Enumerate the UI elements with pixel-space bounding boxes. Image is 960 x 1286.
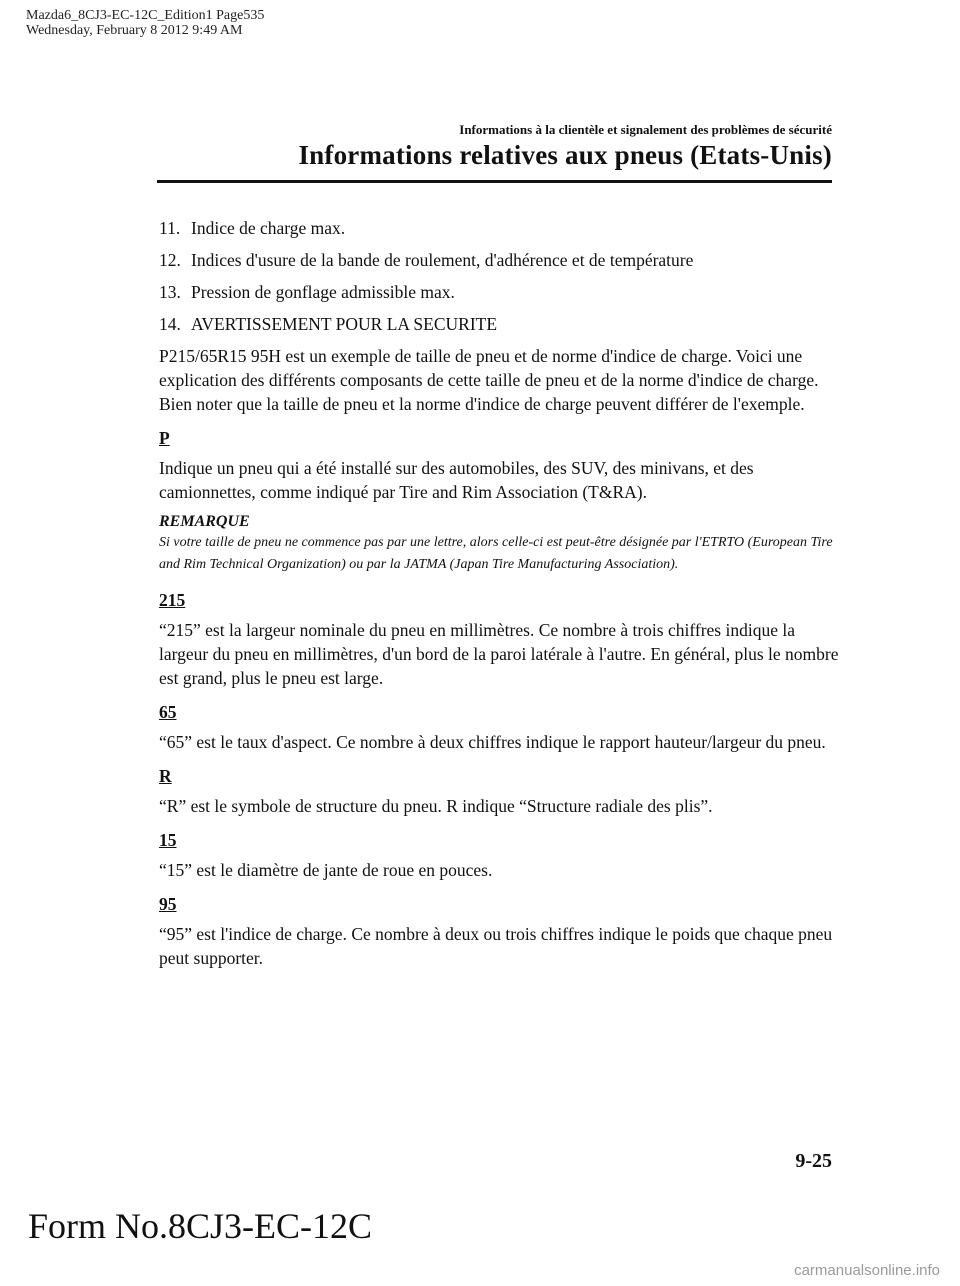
date-line: Wednesday, February 8 2012 9:49 AM: [26, 23, 243, 38]
title-divider: [157, 180, 832, 183]
file-line: Mazda6_8CJ3-EC-12C_Edition1 Page535: [26, 8, 265, 23]
note-body: Si votre taille de pneu ne commence pas par une lettre, alors celle-ci est peut-être désignée par l'ETRTO (European Tire and Rim Technical Organization) ou par la JATMA (Japan Tire Manufacturing Association).: [159, 535, 833, 572]
paragraph-215: “215” est la largeur nominale du pneu en millimètres. Ce nombre à trois chiffres indique la largeur du pneu en millimètres, d'un bord de la paroi latérale à l'autre. En général, plus le nombre est grand, plus le pneu est large.: [159, 620, 839, 688]
page-title: Informations relatives aux pneus (Etats-Unis): [298, 140, 832, 170]
paragraph-95: “95” est l'indice de charge. Ce nombre à deux ou trois chiffres indique le poids que chaque pneu peut supporter.: [159, 924, 833, 968]
paragraph-r: “R” est le symbole de structure du pneu. R indique “Structure radiale des plis”.: [159, 796, 713, 816]
item-number: 14.: [159, 314, 181, 334]
subheading-p: P: [159, 428, 170, 448]
list-item: [159, 280, 839, 304]
form-number: Form No.8CJ3-EC-12C: [28, 1206, 373, 1246]
list-item: [159, 248, 839, 272]
subheading-15: 15: [159, 830, 177, 850]
list-item: [159, 312, 839, 336]
paragraph-15: “15” est le diamètre de jante de roue en pouces.: [159, 860, 493, 880]
section-label: Informations à la clientèle et signalement des problèmes de sécurité: [459, 122, 832, 137]
main-content: [159, 216, 839, 978]
print-metadata: [26, 8, 264, 38]
subheading-65: 65: [159, 702, 177, 722]
item-text: Pression de gonflage admissible max.: [191, 282, 455, 302]
subheading-215: 215: [159, 590, 186, 610]
subheading-r: R: [159, 766, 172, 786]
item-number: 11.: [159, 218, 181, 238]
list-item: [159, 216, 839, 240]
paragraph-65: “65” est le taux d'aspect. Ce nombre à deux chiffres indique le rapport hauteur/largeur du pneu.: [159, 732, 826, 752]
item-text: Indice de charge max.: [191, 218, 346, 238]
item-number: 12.: [159, 250, 181, 270]
page-number: 9-25: [795, 1150, 832, 1172]
note-title: REMARQUE: [159, 513, 250, 530]
item-text: AVERTISSEMENT POUR LA SECURITE: [191, 314, 498, 334]
intro-paragraph: P215/65R15 95H est un exemple de taille de pneu et de norme d'indice de charge. Voici une explication des différents composants de cette taille de pneu et de la norme d'indice de charge. Bien noter que la taille de pneu et la norme d'indice de charge peuvent différer de l'exemple.: [159, 346, 819, 414]
item-number: 13.: [159, 282, 181, 302]
paragraph-p: Indique un pneu qui a été installé sur des automobiles, des SUV, des minivans, et des camionnettes, comme indiqué par Tire and Rim Association (T&RA).: [159, 458, 754, 502]
watermark: carmanualsonline.info: [794, 1262, 940, 1279]
item-text: Indices d'usure de la bande de roulement, d'adhérence et de température: [191, 250, 694, 270]
subheading-95: 95: [159, 894, 177, 914]
